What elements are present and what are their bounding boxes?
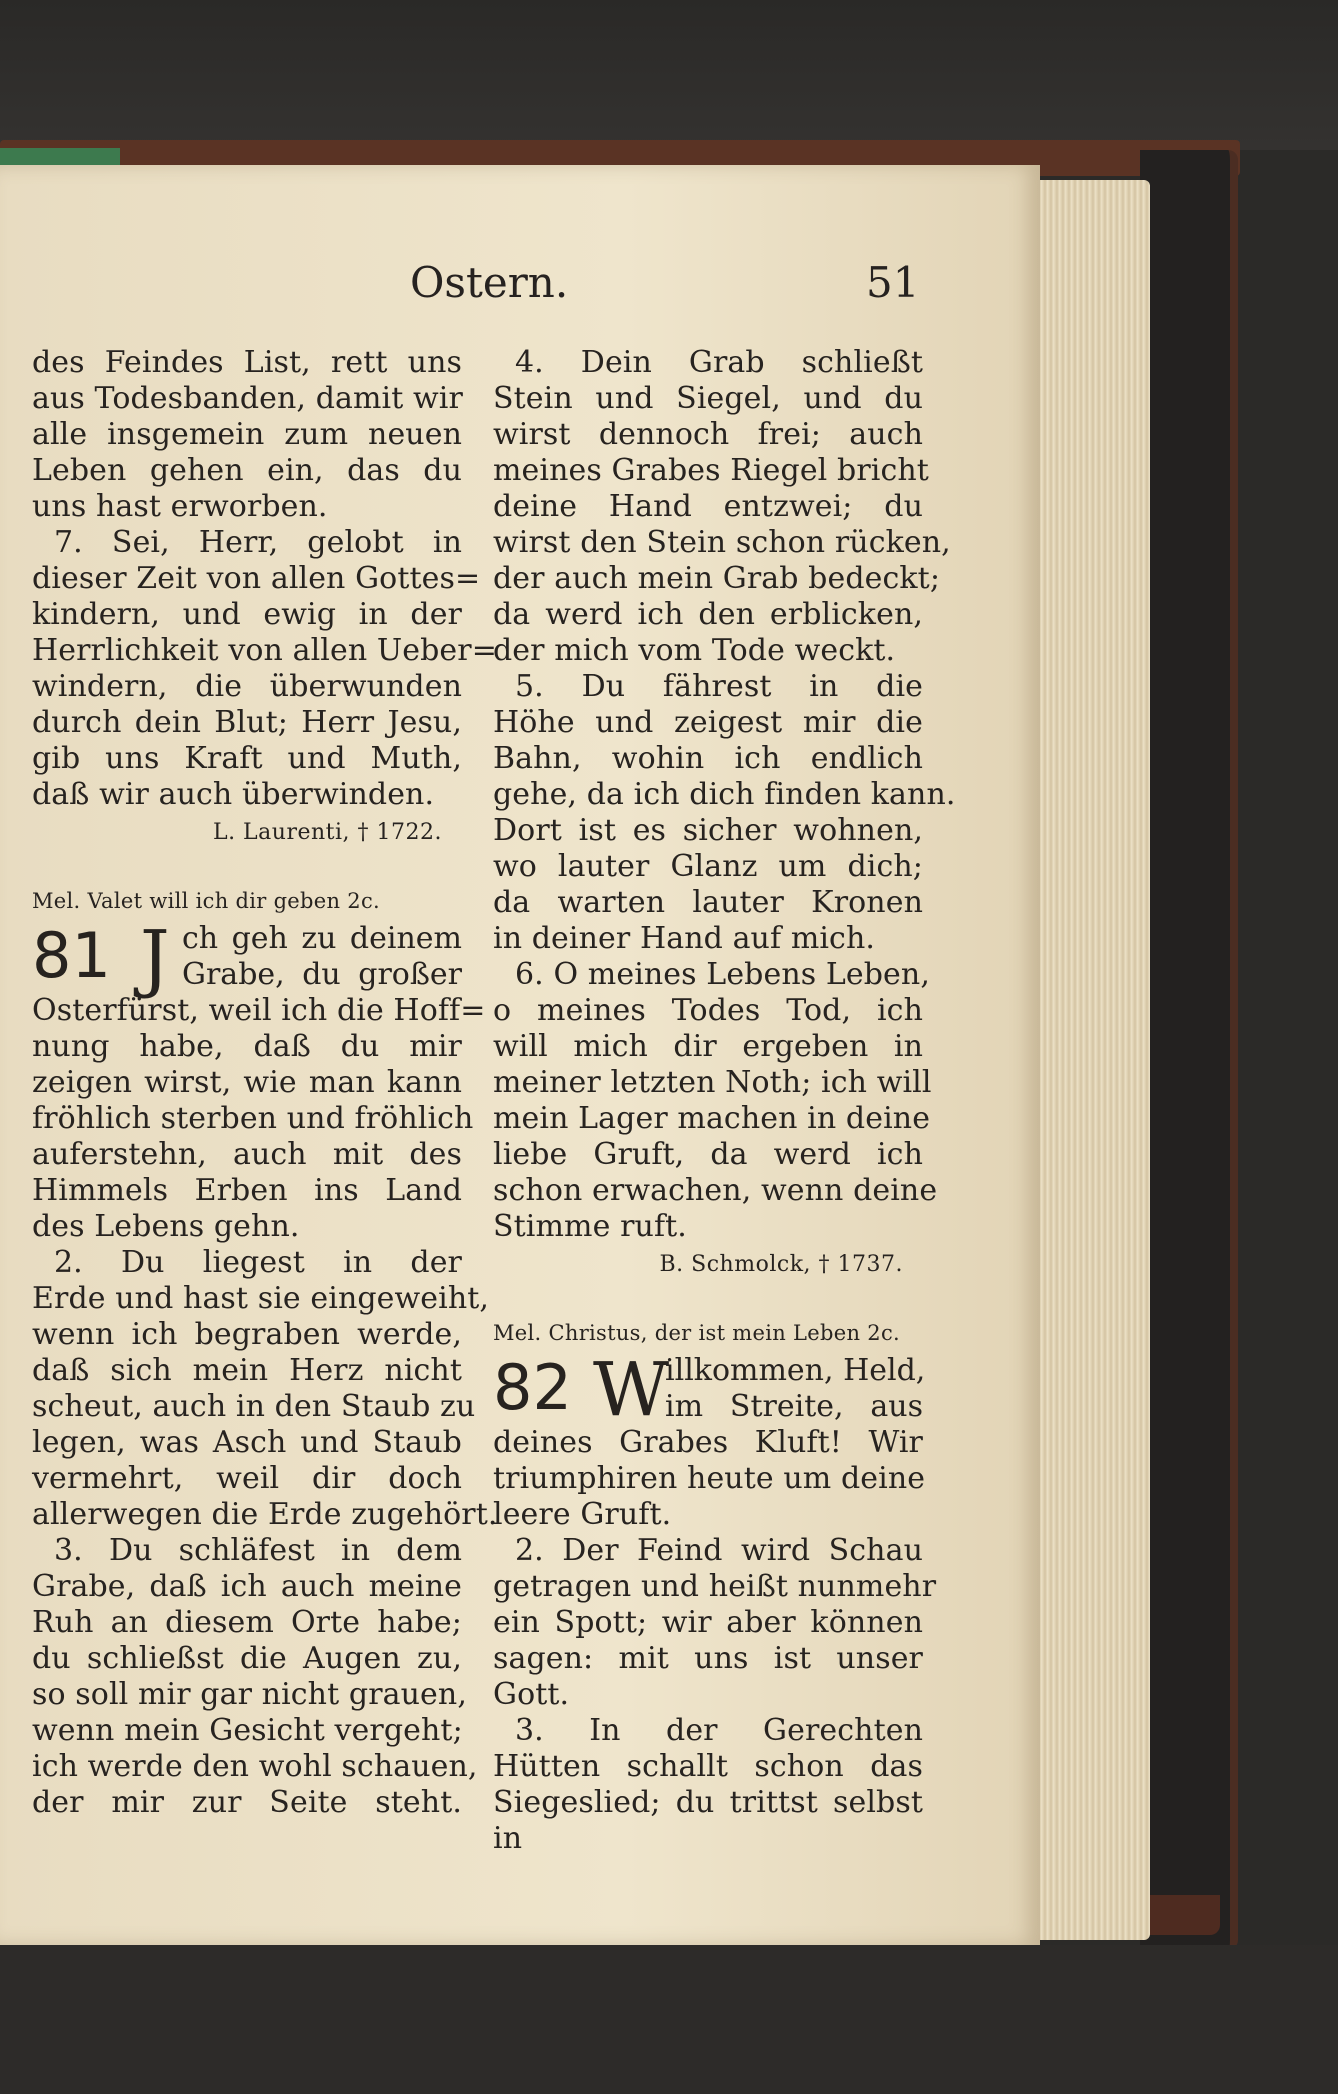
backdrop-top [0, 0, 1338, 150]
text-line: triumphiren heute um deine [493, 1461, 926, 1496]
text-line: Herrlichkeit von allen Ueber= [32, 633, 497, 668]
hymn-author: B. Schmolck, † 1737. [659, 1252, 903, 1277]
text-line: will mich dir ergeben in [493, 1029, 923, 1064]
text-line: alle insgemein zum neuen [32, 417, 462, 452]
verse-start-line: 3. Du schläfest in dem [54, 1533, 462, 1568]
text-line: du schließst die Augen zu, [32, 1641, 462, 1676]
catchword: in [493, 1821, 523, 1856]
text-line: vermehrt, weil dir doch [32, 1461, 462, 1496]
verse-start-line: 7. Sei, Herr, gelobt in [54, 525, 462, 560]
text-line: der mich vom Tode weckt. [493, 633, 896, 668]
text-line: fröhlich sterben und fröhlich [32, 1101, 474, 1136]
text-line: liebe Gruft, da werd ich [493, 1137, 923, 1172]
backdrop-bottom [0, 1945, 1338, 2094]
text-line: schon erwachen, wenn deine [493, 1173, 938, 1208]
melody-note: Mel. Christus, der ist mein Leben 2c. [493, 1321, 901, 1345]
text-line: windern, die überwunden [32, 669, 462, 704]
text-line: uns hast erworben. [32, 489, 328, 524]
hymn-number: 81 [32, 919, 111, 992]
page-number: 51 [866, 258, 920, 307]
text-line: gib uns Kraft und Muth, [32, 741, 462, 776]
hymn-author: L. Laurenti, † 1722. [212, 820, 442, 845]
text-line: wenn ich begraben werde, [32, 1317, 462, 1352]
text-line: Erde und hast sie eingeweiht, [32, 1281, 490, 1316]
text-line: Grabe, du großer [182, 957, 462, 992]
text-line: des Feindes List, rett uns [32, 345, 462, 380]
text-line: der mir zur Seite steht. [32, 1785, 462, 1820]
text-line: des Lebens gehn. [32, 1209, 300, 1244]
text-line: in deiner Hand auf mich. [493, 921, 876, 956]
text-line: wirst dennoch frei; auch [493, 417, 923, 452]
text-line: Gott. [493, 1677, 570, 1712]
text-line: Stimme ruft. [493, 1209, 687, 1244]
bookmark-ribbon [0, 148, 120, 166]
text-line: auferstehn, auch mit des [32, 1137, 462, 1172]
text-line: nung habe, daß du mir [32, 1029, 462, 1064]
drop-cap: J [140, 915, 170, 1001]
text-line: durch dein Blut; Herr Jesu, [32, 705, 462, 740]
text-line: wirst den Stein schon rücken, [493, 525, 951, 560]
text-line: Himmels Erben ins Land [32, 1173, 462, 1208]
hymn-82-opening [493, 1347, 926, 1433]
hymn-81-opening [32, 915, 462, 1001]
text-line: scheut, auch in den Staub zu [32, 1389, 476, 1424]
text-line: ch geh zu deinem [182, 921, 462, 956]
text-line: Ruh an diesem Orte habe; [32, 1605, 462, 1640]
text-line: da warten lauter Kronen [493, 885, 923, 920]
book-cover-right [1140, 150, 1238, 1950]
text-line: leere Gruft. [493, 1497, 672, 1532]
verse-start-line: 2. Der Feind wird Schau [515, 1533, 923, 1568]
text-line: so soll mir gar nicht grauen, [32, 1677, 467, 1712]
running-header-title: Ostern. [410, 258, 569, 307]
text-line: ein Spott; wir aber können [493, 1605, 923, 1640]
text-line: dieser Zeit von allen Gottes= [32, 561, 481, 596]
text-line: wenn mein Gesicht vergeht; [32, 1713, 463, 1748]
text-line: Grabe, daß ich auch meine [32, 1569, 462, 1604]
text-line: mein Lager machen in deine [493, 1101, 931, 1136]
text-line: ich werde den wohl schauen, [32, 1749, 478, 1784]
text-line: da werd ich den erblicken, [493, 597, 923, 632]
page-block-edge [1030, 180, 1150, 1940]
text-line: allerwegen die Erde zugehört. [32, 1497, 498, 1532]
verse-start-line: 4. Dein Grab schließt [515, 345, 923, 380]
text-line: wo lauter Glanz um dich; [493, 849, 923, 884]
right-column [493, 345, 956, 1857]
text-line: Höhe und zeigest mir die [493, 705, 923, 740]
verse-start-line: 3. In der Gerechten [515, 1713, 923, 1748]
text-line: sagen: mit uns ist unser [493, 1641, 923, 1676]
text-line: zeigen wirst, wie man kann [32, 1065, 462, 1100]
verse-start-line: 2. Du liegest in der [54, 1245, 462, 1280]
text-line: Stein und Siegel, und du [493, 381, 923, 416]
text-line: gehe, da ich dich finden kann. [493, 777, 956, 812]
text-line: Osterfürst, weil ich die Hoff= [32, 993, 486, 1028]
drop-cap: W [593, 1347, 670, 1433]
verse-start-line: 6. O meines Lebens Leben, [515, 957, 930, 992]
text-line: aus Todesbanden, damit wir [32, 381, 463, 416]
hymn-number: 82 [493, 1351, 572, 1424]
text-line: o meines Todes Tod, ich [493, 993, 923, 1028]
text-line: Hütten schallt schon das [493, 1749, 923, 1784]
text-line: Leben gehen ein, das du [32, 453, 462, 488]
text-line: Siegeslied; du trittst selbst [493, 1785, 923, 1820]
text-line: meiner letzten Noth; ich will [493, 1065, 932, 1100]
text-line: deines Grabes Kluft! Wir [493, 1425, 923, 1460]
text-line: meines Grabes Riegel bricht [493, 453, 929, 488]
text-line: daß sich mein Herz nicht [32, 1353, 462, 1388]
text-line: illkommen, Held, [665, 1353, 926, 1388]
text-line: Bahn, wohin ich endlich [493, 741, 923, 776]
text-line: Dort ist es sicher wohnen, [493, 813, 923, 848]
text-line: legen, was Asch und Staub [32, 1425, 462, 1460]
left-column [32, 345, 498, 1821]
text-line: getragen und heißt nunmehr [493, 1569, 937, 1604]
text-line: deine Hand entzwei; du [493, 489, 923, 524]
text-line: der auch mein Grab bedeckt; [493, 561, 941, 596]
verse-start-line: 5. Du fährest in die [515, 669, 923, 704]
text-line: daß wir auch überwinden. [32, 777, 435, 812]
text-line: kindern, und ewig in der [32, 597, 462, 632]
melody-note: Mel. Valet will ich dir geben 2c. [32, 889, 381, 913]
text-line: im Streite, aus [665, 1389, 923, 1424]
